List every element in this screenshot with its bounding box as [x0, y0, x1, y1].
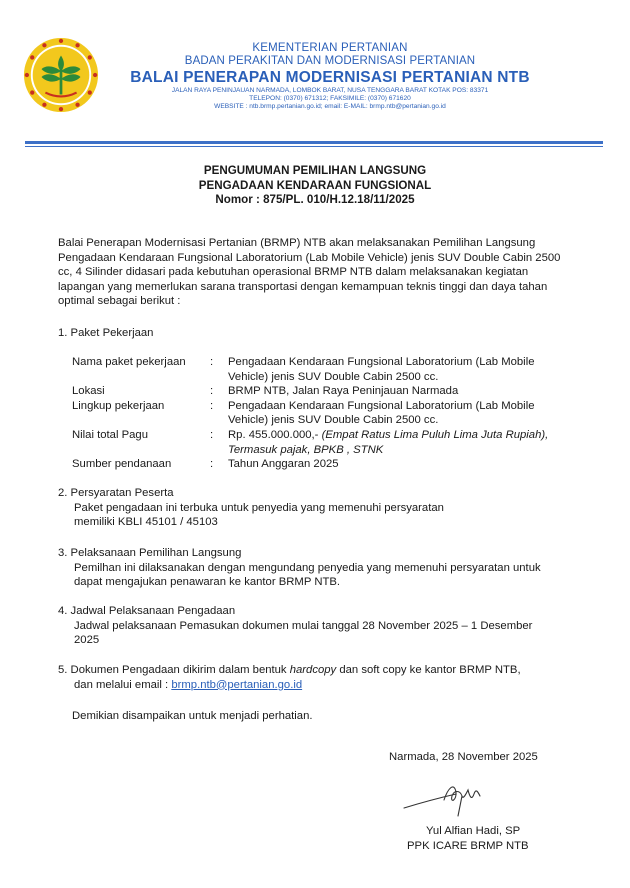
section-3-heading: 3. Pelaksanaan Pemilihan Langsung: [58, 547, 242, 559]
office-name: BALAI PENERAPAN MODERNISASI PERTANIAN NTB: [130, 69, 530, 86]
letterhead-divider-thin: [25, 146, 603, 147]
detail-value: Pengadaan Kendaraan Fungsional Laboratorium (Lab Mobile Vehicle) jenis SUV Double Cabin 2500 cc.: [228, 356, 535, 383]
hardcopy-term: hardcopy: [289, 664, 337, 676]
section-3-body: Pemilhan ini dilaksanakan dengan mengundang penyedia yang memenuhi persyaratan untuk dapat mengajukan penawaran ke kantor BRMP NTB.: [74, 561, 541, 589]
section-4-body: Jadwal pelaksanaan Pemasukan dokumen mulai tanggal 28 November 2025 – 1 Desember 2025: [74, 619, 533, 647]
section-2-body: Paket pengadaan ini terbuka untuk penyedia yang memenuhi persyaratan memiliki KBLI 45101 / 45103: [74, 501, 444, 529]
detail-colon: :: [210, 458, 214, 471]
section-1-heading: 1. Paket Pekerjaan: [58, 327, 154, 339]
announcement-title: [0, 164, 630, 208]
package-detail-table: [72, 355, 562, 472]
office-website: WEBSITE : ntb.brmp.pertanian.go.id; email: E-MAIL: brmp.ntb@pertanian.go.id: [214, 103, 446, 111]
detail-value: Pengadaan Kendaraan Fungsional Laboratorium (Lab Mobile Vehicle) jenis SUV Double Cabin 2500 cc.: [228, 399, 535, 427]
document-number: Nomor : 875/PL. 010/H.12.18/11/2025: [215, 193, 415, 206]
letterhead-divider-thick: [25, 141, 603, 144]
signatory-name: Yul Alfian Hadi, SP: [426, 825, 521, 837]
agency-name: BADAN PERAKITAN DAN MODERNISASI PERTANIAN: [184, 55, 476, 67]
detail-colon: :: [210, 399, 214, 412]
detail-value: BRMP NTB, Jalan Raya Peninjauan Narmada: [228, 385, 459, 398]
section-4: [58, 604, 558, 648]
letterhead: [120, 42, 540, 112]
title-line-2: PENGADAAN KENDARAAN FUNGSIONAL: [198, 178, 432, 192]
detail-colon: :: [210, 385, 214, 398]
detail-row: [72, 428, 562, 457]
section-2: [58, 486, 558, 530]
detail-key: Sumber pendanaan: [72, 458, 172, 471]
section-2-heading: 2. Persyaratan Peserta: [58, 487, 174, 499]
section-3: [58, 546, 558, 590]
detail-row: [72, 355, 562, 384]
section-5: [58, 663, 578, 692]
intro-paragraph: Balai Penerapan Modernisasi Pertanian (BRMP) NTB akan melaksanakan Pemilihan Langsung Pengadaan Kendaraan Fungsional Laboratorium (Lab Mobile Vehicle) jenis SUV Double Cabin 2500 cc, 4 Silinder didasari pada kebutuhan operasional BRMP NTB dalam melaksanakan kegiatan lapangan yang memerlukan sarana transportasi dengan kemampuan teknis tinggi dan daya tahan optimal sebagai berikut :: [58, 237, 561, 308]
detail-colon: :: [210, 356, 214, 368]
title-line-1: PENGUMUMAN PEMILIHAN LANGSUNG: [203, 164, 427, 177]
detail-row: [72, 399, 562, 428]
section-5-text: 5. Dokumen Pengadaan dikirim dalam bentuk: [58, 664, 290, 676]
signatory-position: PPK ICARE BRMP NTB: [407, 840, 529, 852]
section-5-text: dan melalui email :: [74, 678, 172, 691]
budget-in-words: (Empat Ratus Lima Puluh Lima Juta Rupiah), Termasuk pajak, BPKB , STNK: [228, 428, 549, 456]
detail-key: Nilai total Pagu: [72, 428, 148, 441]
detail-key: Nama paket pekerjaan: [72, 356, 186, 368]
email-link[interactable]: brmp.ntb@pertanian.go.id: [171, 678, 303, 691]
budget-amount: Rp. 455.000.000,-: [228, 428, 322, 441]
detail-colon: :: [210, 428, 214, 441]
office-phone: TELEPON: (0370) 671312; FAKSIMILE: (0370) 671620: [249, 95, 411, 103]
ministry-name: KEMENTERIAN PERTANIAN: [252, 42, 408, 54]
detail-row: [72, 384, 562, 399]
section-5-line-2: [58, 678, 578, 693]
detail-row: [72, 457, 562, 472]
detail-value: [228, 428, 562, 457]
detail-key: Lingkup pekerjaan: [72, 399, 165, 412]
section-5-line-1: [58, 663, 578, 678]
signature: [400, 770, 510, 820]
closing-sentence: Demikian disampaikan untuk menjadi perhatian.: [72, 710, 313, 722]
detail-value: Tahun Anggaran 2025: [228, 458, 339, 471]
section-4-heading: 4. Jadwal Pelaksanaan Pengadaan: [58, 605, 236, 617]
place-date: Narmada, 28 November 2025: [389, 751, 538, 763]
office-address: JALAN RAYA PENINJAUAN NARMADA, LOMBOK BARAT, NUSA TENGGARA BARAT KOTAK POS: 83371: [171, 87, 489, 94]
detail-key: Lokasi: [72, 385, 105, 398]
section-5-text: dan soft copy ke kantor BRMP NTB,: [336, 664, 521, 676]
ministry-of-agriculture-logo: [22, 36, 100, 114]
